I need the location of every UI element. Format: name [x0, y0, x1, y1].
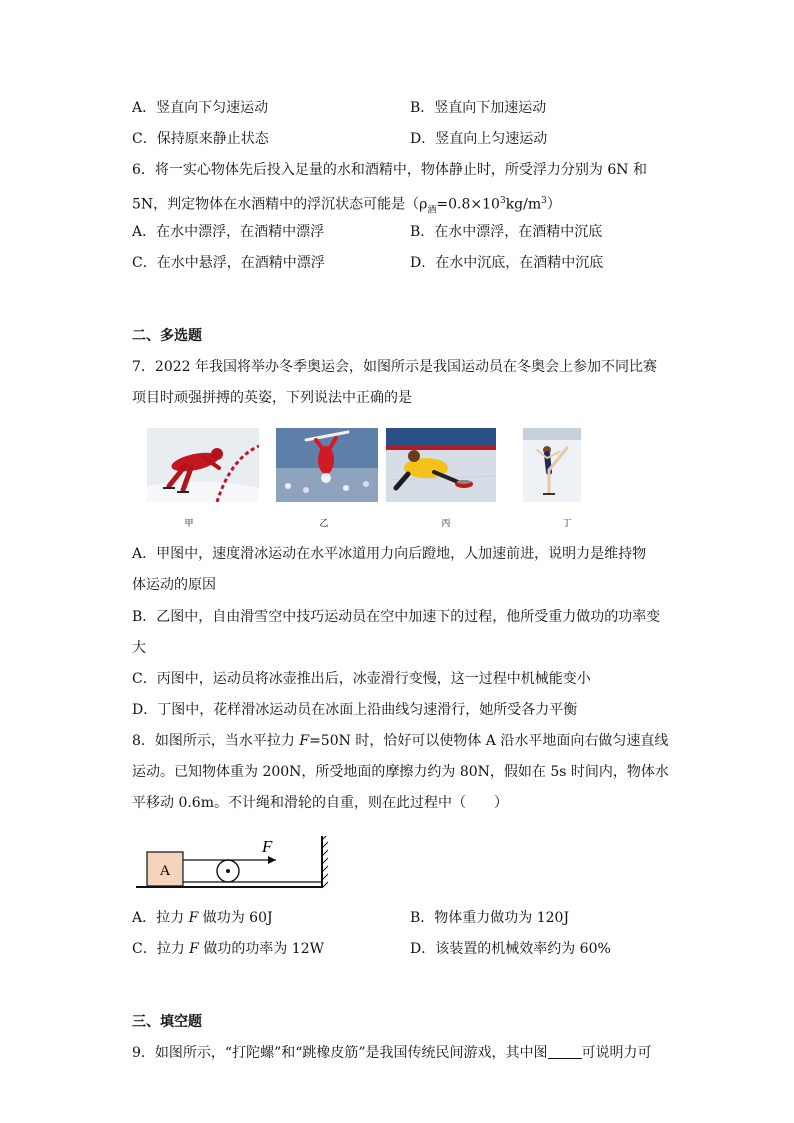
q7-stem-line1: 7．2022 年我国将举办冬季奥运会，如图所示是我国运动员在冬奥会上参加不同比赛 — [132, 359, 657, 375]
photo-label-yi: 乙 — [319, 519, 329, 529]
photo-label-bing: 丙 — [441, 519, 451, 529]
q7-stem-line2: 项目时顽强拼搏的英姿，下列说法中正确的是 — [132, 390, 412, 406]
q7-option-a-line2: 体运动的原因 — [132, 577, 216, 593]
q6-option-d: D．在水中沉底，在酒精中沉底 — [410, 255, 604, 271]
speed-skating-photo — [147, 428, 259, 502]
curling-photo — [386, 428, 496, 502]
q9-answer-blank[interactable] — [548, 1044, 582, 1059]
q5-option-d: D．竖直向上匀速运动 — [410, 131, 548, 147]
q6-option-b: B．在水中漂浮，在酒精中沉底 — [410, 224, 603, 240]
q8-option-b: B．物体重力做功为 120J — [410, 910, 570, 926]
aerial-skiing-photo — [276, 428, 378, 502]
q8-option-a-text: A．拉力 — [132, 910, 189, 926]
q7-option-d: D．丁图中，花样滑冰运动员在冰面上沿曲线匀速滑行，她所受各力平衡 — [132, 702, 578, 718]
q8-option-c-value: 做功的功率为 12W — [198, 941, 324, 957]
q5-option-a: A．竖直向下匀速运动 — [132, 100, 269, 116]
q8-stem-text: 8．如图所示，当水平拉力 — [132, 733, 300, 749]
q8-option-c — [132, 939, 324, 959]
block-a-label: A — [159, 863, 171, 879]
q5-option-c: C．保持原来静止状态 — [132, 131, 269, 147]
q8-option-d: D．该装置的机械效率约为 60% — [410, 941, 611, 957]
q7-option-a-line1: A．甲图中，速度滑冰运动在水平冰道用力向后蹬地，人加速前进，说明力是维持物 — [132, 546, 647, 562]
photo-label-jia: 甲 — [184, 519, 194, 529]
q6-close-paren: ） — [546, 196, 561, 213]
q6-rho-subscript: 酒 — [427, 205, 437, 216]
figure-skating-photo — [523, 428, 581, 502]
q9-stem — [132, 1043, 652, 1063]
pulley-diagram — [136, 836, 336, 894]
q8-stem-line2: 运动。已知物体重为 200N，所受地面的摩擦力约为 80N，假如在 5s 时间内，物体水 — [132, 764, 669, 780]
q6-option-a: A．在水中漂浮，在酒精中漂浮 — [132, 224, 325, 240]
q7-option-b-line1: B．乙图中，自由滑雪空中技巧运动员在空中加速下的过程，他所受重力做功的功率变 — [132, 609, 661, 625]
q6-density-value: =0.8×10 — [436, 196, 500, 213]
section-heading-fill-in: 三、填空题 — [132, 1014, 202, 1030]
q8-stem-text-cont: =50N 时，恰好可以使物体 A 沿水平地面向右做匀速直线 — [309, 733, 669, 749]
q5-option-b: B．竖直向下加速运动 — [410, 100, 547, 116]
q7-option-b-line2: 大 — [132, 640, 146, 656]
q6-unit-exponent: 3 — [541, 196, 547, 206]
q6-option-c: C．在水中悬浮，在酒精中漂浮 — [132, 255, 325, 271]
q8-option-a-force: F — [188, 910, 199, 926]
q6-exponent: 3 — [499, 196, 506, 206]
q7-option-c: C．丙图中，运动员将冰壶推出后，冰壶滑行变慢，这一过程中机械能变小 — [132, 671, 591, 687]
q6-stem-text: 5N，判定物体在水酒精中的浮沉状态可能是（ρ — [132, 196, 428, 213]
q8-stem-line1 — [132, 731, 668, 751]
q8-force-symbol: F — [299, 733, 310, 749]
q8-option-c-force: F — [189, 941, 199, 957]
q9-stem-text-cont: 可说明力可 — [581, 1045, 652, 1061]
q6-unit: kg/m — [505, 196, 542, 213]
q8-stem-line3: 平移动 0.6m。不计绳和滑轮的自重，则在此过程中（ ） — [132, 795, 508, 811]
photo-label-ding: 丁 — [562, 519, 572, 529]
section-heading-multiple-choice: 二、多选题 — [132, 328, 202, 344]
force-arrow-head — [268, 856, 276, 864]
q8-option-c-text: C．拉力 — [132, 941, 190, 957]
q8-option-a-value: 做功为 60J — [198, 910, 273, 926]
q8-option-a — [132, 908, 273, 928]
q6-stem-line1: 6．将一实心物体先后投入足量的水和酒精中，物体静止时，所受浮力分别为 6N 和 — [132, 162, 647, 178]
q6-stem-line2 — [132, 191, 561, 220]
force-label: F — [262, 837, 273, 856]
q9-stem-text: 9．如图所示，“打陀螺”和“跳橡皮筋”是我国传统民间游戏，其中图 — [132, 1045, 548, 1061]
pulley-axle — [226, 869, 230, 873]
